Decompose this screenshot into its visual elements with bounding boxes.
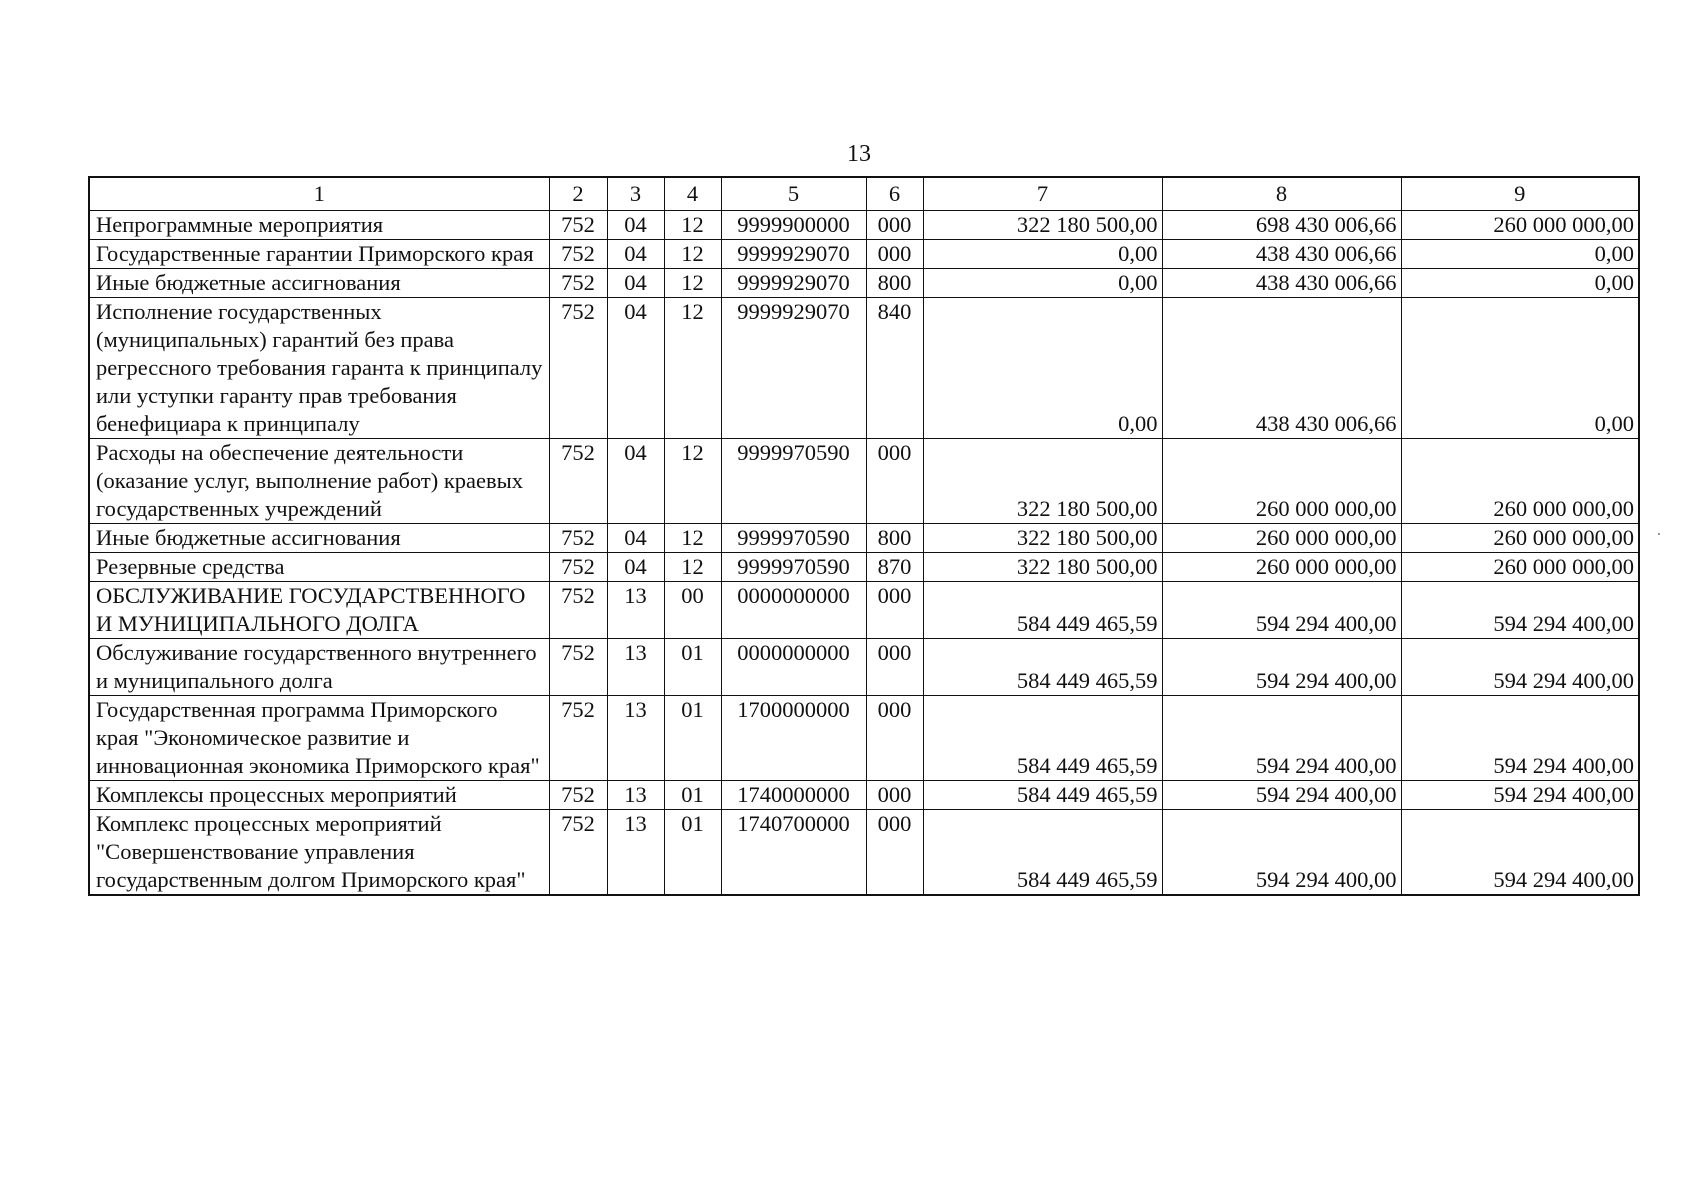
amount-column-7: 322 180 500,00 [923, 211, 1162, 240]
table-row [89, 211, 1639, 240]
target-article-code: 9999900000 [721, 211, 866, 240]
amount-column-7: 0,00 [923, 240, 1162, 269]
expense-type-code: 000 [866, 781, 923, 810]
subsection-code: 01 [664, 639, 721, 696]
target-article-code: 9999970590 [721, 524, 866, 553]
amount-column-9: 260 000 000,00 [1401, 524, 1639, 553]
ministry-code: 752 [549, 639, 607, 696]
amount-column-8: 594 294 400,00 [1162, 781, 1401, 810]
table-row [89, 240, 1639, 269]
ministry-code: 752 [549, 211, 607, 240]
amount-column-8: 260 000 000,00 [1162, 524, 1401, 553]
amount-column-7: 584 449 465,59 [923, 696, 1162, 781]
section-code: 04 [607, 524, 664, 553]
expense-type-code: 000 [866, 810, 923, 896]
amount-column-8: 594 294 400,00 [1162, 582, 1401, 639]
ministry-code: 752 [549, 553, 607, 582]
subsection-code: 12 [664, 524, 721, 553]
subsection-code: 00 [664, 582, 721, 639]
column-header-9: 9 [1401, 177, 1639, 211]
target-article-code: 9999929070 [721, 298, 866, 439]
amount-column-7: 584 449 465,59 [923, 781, 1162, 810]
page-number: 13 [847, 141, 871, 167]
target-article-code: 0000000000 [721, 582, 866, 639]
target-article-code: 9999970590 [721, 439, 866, 524]
section-code: 04 [607, 439, 664, 524]
scan-speck [1658, 533, 1660, 535]
amount-column-9: 594 294 400,00 [1401, 810, 1639, 896]
table-row [89, 696, 1639, 781]
section-code: 13 [607, 696, 664, 781]
amount-column-9: 260 000 000,00 [1401, 439, 1639, 524]
table-row [89, 269, 1639, 298]
table-row [89, 524, 1639, 553]
amount-column-8: 594 294 400,00 [1162, 696, 1401, 781]
amount-column-9: 0,00 [1401, 298, 1639, 439]
expense-type-code: 000 [866, 639, 923, 696]
table-row [89, 298, 1639, 439]
amount-column-9: 594 294 400,00 [1401, 696, 1639, 781]
expenditure-name: Обслуживание государственного внутреннего и муниципального долга [89, 639, 549, 696]
amount-column-9: 594 294 400,00 [1401, 639, 1639, 696]
section-code: 13 [607, 582, 664, 639]
amount-column-8: 438 430 006,66 [1162, 298, 1401, 439]
subsection-code: 12 [664, 298, 721, 439]
amount-column-8: 594 294 400,00 [1162, 810, 1401, 896]
expense-type-code: 840 [866, 298, 923, 439]
ministry-code: 752 [549, 781, 607, 810]
expense-type-code: 000 [866, 211, 923, 240]
section-code: 13 [607, 639, 664, 696]
expenditure-name: Иные бюджетные ассигнования [89, 269, 549, 298]
expenditure-name: Комплексы процессных мероприятий [89, 781, 549, 810]
column-header-5: 5 [721, 177, 866, 211]
ministry-code: 752 [549, 269, 607, 298]
section-code: 04 [607, 553, 664, 582]
expense-type-code: 800 [866, 524, 923, 553]
table-row [89, 582, 1639, 639]
subsection-code: 12 [664, 439, 721, 524]
amount-column-7: 322 180 500,00 [923, 524, 1162, 553]
column-header-1: 1 [89, 177, 549, 211]
subsection-code: 12 [664, 211, 721, 240]
column-header-6: 6 [866, 177, 923, 211]
subsection-code: 12 [664, 240, 721, 269]
target-article-code: 1740000000 [721, 781, 866, 810]
amount-column-7: 584 449 465,59 [923, 810, 1162, 896]
expense-type-code: 000 [866, 582, 923, 639]
expenditure-name: ОБСЛУЖИВАНИЕ ГОСУДАРСТВЕННОГО И МУНИЦИПАЛЬНОГО ДОЛГА [89, 582, 549, 639]
table-row [89, 810, 1639, 896]
amount-column-9: 0,00 [1401, 240, 1639, 269]
column-number-header-row [89, 177, 1639, 211]
column-header-2: 2 [549, 177, 607, 211]
amount-column-7: 584 449 465,59 [923, 582, 1162, 639]
amount-column-7: 322 180 500,00 [923, 439, 1162, 524]
amount-column-8: 260 000 000,00 [1162, 553, 1401, 582]
amount-column-9: 260 000 000,00 [1401, 211, 1639, 240]
expenditure-name: Государственные гарантии Приморского края [89, 240, 549, 269]
ministry-code: 752 [549, 582, 607, 639]
expenditure-name: Иные бюджетные ассигнования [89, 524, 549, 553]
amount-column-8: 438 430 006,66 [1162, 240, 1401, 269]
amount-column-7: 0,00 [923, 298, 1162, 439]
expense-type-code: 000 [866, 240, 923, 269]
expenditure-name: Государственная программа Приморского края "Экономическое развитие и инновационная экономика Приморского края" [89, 696, 549, 781]
expense-type-code: 800 [866, 269, 923, 298]
table-row [89, 439, 1639, 524]
section-code: 13 [607, 810, 664, 896]
section-code: 04 [607, 211, 664, 240]
expense-type-code: 000 [866, 696, 923, 781]
ministry-code: 752 [549, 240, 607, 269]
amount-column-7: 322 180 500,00 [923, 553, 1162, 582]
table-row [89, 553, 1639, 582]
target-article-code: 0000000000 [721, 639, 866, 696]
subsection-code: 01 [664, 781, 721, 810]
expense-type-code: 000 [866, 439, 923, 524]
expenditure-name: Резервные средства [89, 553, 549, 582]
amount-column-8: 698 430 006,66 [1162, 211, 1401, 240]
expenditure-name: Расходы на обеспечение деятельности (оказание услуг, выполнение работ) краевых государственных учреждений [89, 439, 549, 524]
ministry-code: 752 [549, 810, 607, 896]
ministry-code: 752 [549, 696, 607, 781]
section-code: 04 [607, 269, 664, 298]
amount-column-9: 594 294 400,00 [1401, 781, 1639, 810]
column-header-7: 7 [923, 177, 1162, 211]
column-header-3: 3 [607, 177, 664, 211]
column-header-8: 8 [1162, 177, 1401, 211]
expense-type-code: 870 [866, 553, 923, 582]
target-article-code: 9999929070 [721, 240, 866, 269]
section-code: 04 [607, 298, 664, 439]
amount-column-8: 438 430 006,66 [1162, 269, 1401, 298]
section-code: 13 [607, 781, 664, 810]
target-article-code: 9999929070 [721, 269, 866, 298]
amount-column-8: 594 294 400,00 [1162, 639, 1401, 696]
subsection-code: 12 [664, 553, 721, 582]
subsection-code: 01 [664, 810, 721, 896]
target-article-code: 9999970590 [721, 553, 866, 582]
amount-column-8: 260 000 000,00 [1162, 439, 1401, 524]
amount-column-9: 594 294 400,00 [1401, 582, 1639, 639]
expenditure-name: Исполнение государственных (муниципальных) гарантий без права регрессного требования гаранта к принципалу или уступки гаранту прав требования бенефициара к принципалу [89, 298, 549, 439]
ministry-code: 752 [549, 439, 607, 524]
table-row [89, 781, 1639, 810]
table-row [89, 639, 1639, 696]
ministry-code: 752 [549, 524, 607, 553]
amount-column-7: 584 449 465,59 [923, 639, 1162, 696]
amount-column-9: 260 000 000,00 [1401, 553, 1639, 582]
subsection-code: 12 [664, 269, 721, 298]
target-article-code: 1700000000 [721, 696, 866, 781]
expenditure-name: Комплекс процессных мероприятий "Совершенствование управления государственным долгом Приморского края" [89, 810, 549, 896]
amount-column-9: 0,00 [1401, 269, 1639, 298]
section-code: 04 [607, 240, 664, 269]
budget-expenditure-table [88, 176, 1640, 896]
amount-column-7: 0,00 [923, 269, 1162, 298]
expenditure-name: Непрограммные мероприятия [89, 211, 549, 240]
subsection-code: 01 [664, 696, 721, 781]
ministry-code: 752 [549, 298, 607, 439]
target-article-code: 1740700000 [721, 810, 866, 896]
column-header-4: 4 [664, 177, 721, 211]
